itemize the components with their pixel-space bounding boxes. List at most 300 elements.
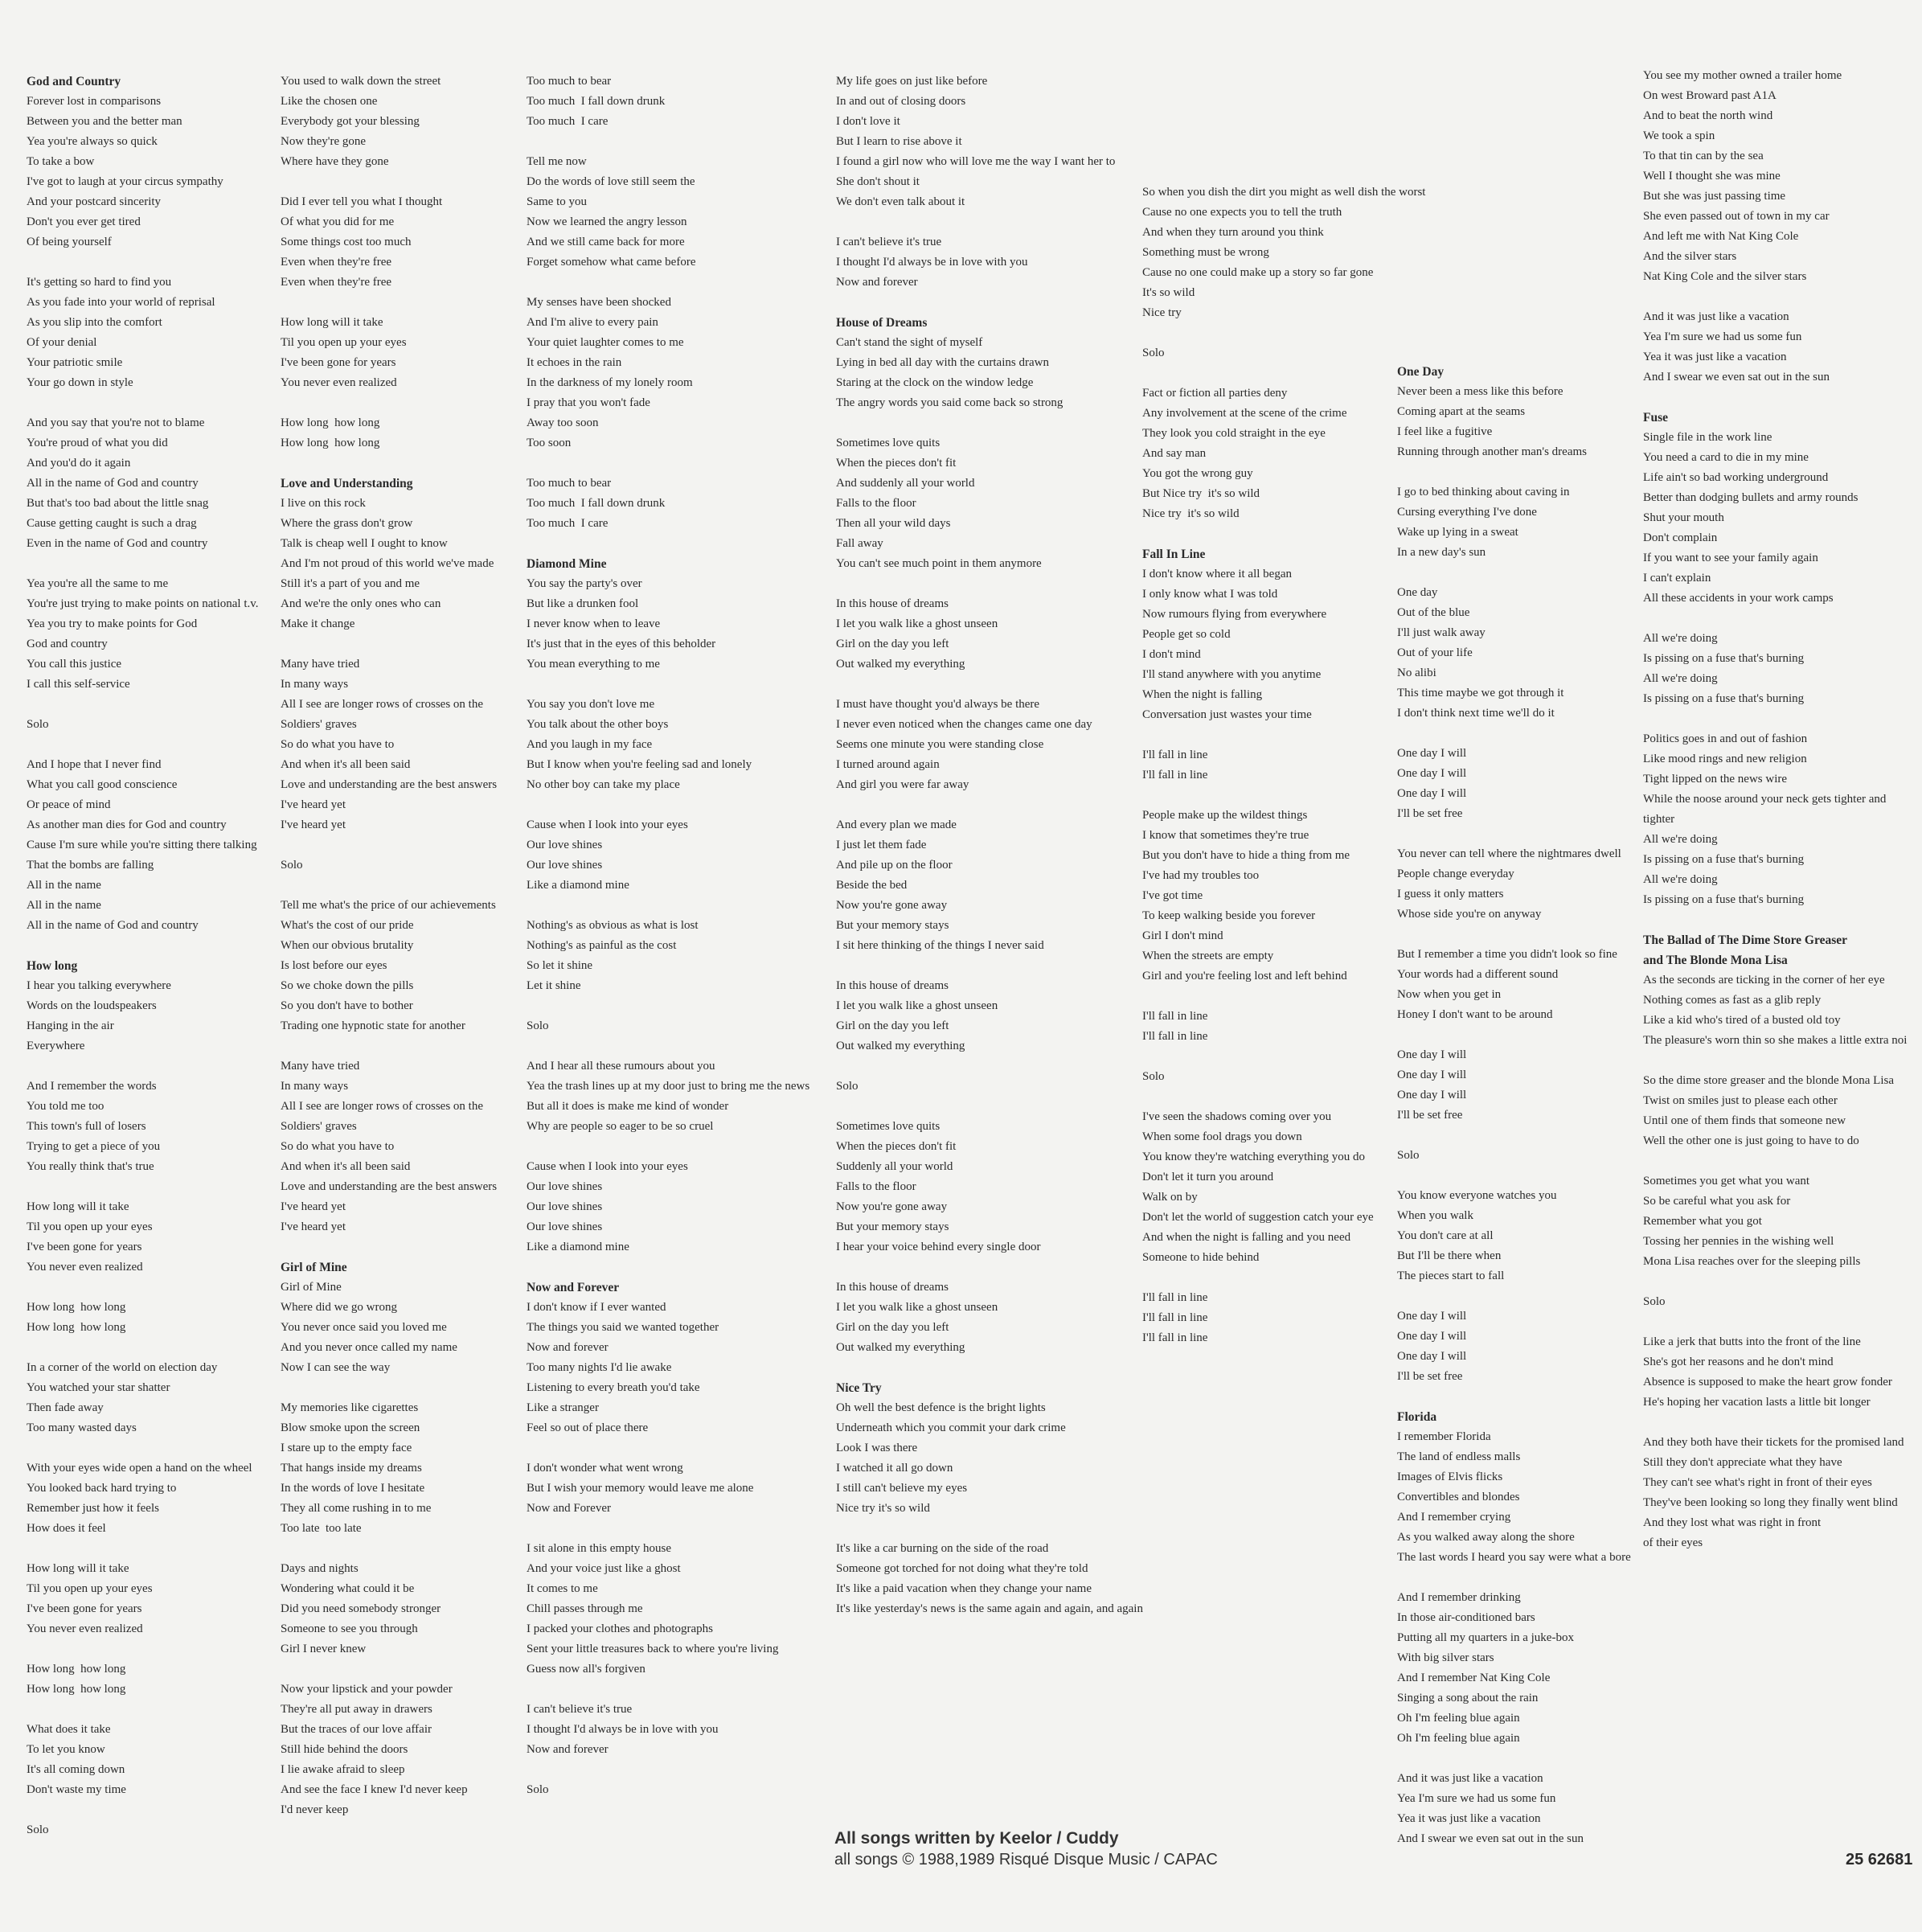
- lyric-line: Yea the trash lines up at my door just to bring me the news: [527, 1080, 810, 1093]
- lyric-line: And I'm alive to every pain: [527, 316, 658, 329]
- lyric-line: Girl of Mine: [281, 1281, 342, 1294]
- lyric-line: I turned around again: [836, 758, 940, 771]
- lyric-line: The pieces start to fall: [1397, 1270, 1505, 1282]
- lyric-line: Trading one hypnotic state for another: [281, 1019, 465, 1032]
- lyric-line: Then all your wild days: [836, 517, 951, 530]
- lyric-line: Listening to every breath you'd take: [527, 1381, 700, 1394]
- lyric-line: When the night is falling: [1142, 688, 1263, 701]
- lyric-line: Beside the bed: [836, 879, 908, 892]
- lyric-line: Tell me now: [527, 155, 587, 168]
- lyric-line: And I remember crying: [1397, 1511, 1511, 1524]
- lyric-line: of their eyes: [1643, 1536, 1703, 1549]
- song-block: [281, 474, 497, 1237]
- lyric-line: Sometimes you get what you want: [1643, 1175, 1810, 1188]
- lyric-line: Love and understanding are the best answers: [281, 778, 498, 791]
- song-block: [527, 72, 809, 534]
- song-block: [1643, 930, 1907, 1553]
- lyric-line: Too many wasted days: [27, 1421, 137, 1434]
- lyric-line: I go to bed thinking about caving in: [1397, 486, 1570, 498]
- lyric-line: Our love shines: [527, 839, 603, 851]
- lyric-stanza: [27, 1458, 259, 1539]
- lyric-line: Suddenly all your world: [836, 1160, 953, 1173]
- lyric-line: But that's too bad about the little snag: [27, 497, 209, 510]
- lyric-line: Talk is cheap well I ought to know: [281, 537, 448, 550]
- lyric-line: I don't know if I ever wanted: [527, 1301, 666, 1314]
- lyric-line: Of being yourself: [27, 236, 112, 248]
- lyric-line: You're proud of what you did: [27, 437, 168, 449]
- lyric-line: As another man dies for God and country: [27, 818, 227, 831]
- lyric-line: And the silver stars: [1643, 250, 1737, 263]
- lyric-line: Look I was there: [836, 1442, 918, 1454]
- lyric-line: I don't love it: [836, 115, 900, 128]
- lyric-line: Too much I fall down drunk: [527, 95, 666, 108]
- lyric-line: What does it take: [27, 1723, 111, 1736]
- lyric-line: Conversation just wastes your time: [1142, 708, 1312, 721]
- lyric-line: Is pissing on a fuse that's burning: [1643, 692, 1805, 705]
- lyric-line: I know that sometimes they're true: [1142, 829, 1309, 842]
- lyric-stanza: [281, 413, 497, 453]
- lyric-line: They all come rushing in to me: [281, 1502, 432, 1515]
- lyric-line: You looked back hard trying to: [27, 1482, 177, 1495]
- lyric-line: Oh I'm feeling blue again: [1397, 1732, 1520, 1745]
- lyric-line: I've heard yet: [281, 1200, 346, 1213]
- lyric-line: You used to walk down the street: [281, 75, 441, 88]
- song-title: God and Country: [27, 75, 121, 88]
- lyric-line: And you'd do it again: [27, 457, 131, 470]
- lyric-line: I've got to laugh at your circus sympathy: [27, 175, 223, 188]
- lyric-line: What's the cost of our pride: [281, 919, 414, 932]
- lyric-stanza: [1643, 1171, 1907, 1272]
- lyric-line: To keep walking beside you forever: [1142, 909, 1316, 922]
- lyric-line: Staring at the clock on the window ledge: [836, 376, 1034, 389]
- lyric-line: People make up the wildest things: [1142, 809, 1308, 822]
- lyric-stanza: [836, 433, 1143, 574]
- lyric-line: Wake up lying in a sweat: [1397, 526, 1518, 539]
- lyric-line: They look you cold straight in the eye: [1142, 427, 1326, 440]
- lyric-line: The land of endless malls: [1397, 1450, 1521, 1463]
- lyric-stanza: [281, 72, 497, 172]
- song-title: Girl of Mine: [281, 1261, 347, 1274]
- lyric-line: Where did we go wrong: [281, 1301, 397, 1314]
- lyric-stanza: [527, 1298, 809, 1438]
- lyric-line: But I learn to rise above it: [836, 135, 962, 148]
- lyric-line: Now your lipstick and your powder: [281, 1683, 453, 1696]
- lyric-line: I'll fall in line: [1142, 769, 1208, 781]
- lyric-line: Cause when I look into your eyes: [527, 818, 688, 831]
- lyric-line: Everybody got your blessing: [281, 115, 420, 128]
- lyric-line: I hear you talking everywhere: [27, 979, 171, 992]
- lyric-line: I call this self-service: [27, 678, 130, 691]
- lyric-line: How long will it take: [281, 316, 383, 329]
- lyric-line: To that tin can by the sea: [1643, 150, 1764, 162]
- lyric-line: One day I will: [1397, 1048, 1467, 1061]
- lyric-line: So do what you have to: [281, 738, 395, 751]
- lyric-line: And we're the only ones who can: [281, 597, 441, 610]
- lyric-line: Between you and the better man: [27, 115, 182, 128]
- lyric-line: Solo: [836, 1080, 859, 1093]
- lyric-line: Still it's a part of you and me: [281, 577, 420, 590]
- lyric-stanza: [27, 1659, 259, 1700]
- lyric-stanza: [836, 1278, 1143, 1358]
- lyric-line: I'll be set free: [1397, 1109, 1463, 1122]
- lyric-line: Your quiet laughter comes to me: [527, 336, 684, 349]
- lyric-line: She don't shout it: [836, 175, 920, 188]
- lyric-line: And your voice just like a ghost: [527, 1562, 681, 1575]
- lyric-line: Out walked my everything: [836, 1040, 965, 1052]
- lyric-line: One day I will: [1397, 1069, 1467, 1081]
- lyric-line: The things you said we wanted together: [527, 1321, 719, 1334]
- lyric-stanza: [1142, 183, 1425, 323]
- song-title: How long: [27, 959, 78, 973]
- lyric-line: That the bombs are falling: [27, 859, 154, 872]
- lyric-line: Words on the loudspeakers: [27, 999, 157, 1012]
- lyric-stanza: [836, 1539, 1143, 1619]
- lyric-stanza: [27, 1820, 259, 1840]
- lyric-line: Even in the name of God and country: [27, 537, 208, 550]
- lyric-line: Solo: [527, 1783, 549, 1796]
- lyric-line: It's getting so hard to find you: [27, 276, 172, 289]
- lyric-stanza: [1397, 945, 1631, 1025]
- lyric-stanza: [1397, 482, 1631, 563]
- lyric-line: Solo: [27, 718, 49, 731]
- lyric-line: I've heard yet: [281, 1220, 346, 1233]
- lyric-line: Someone to hide behind: [1142, 1251, 1260, 1264]
- lyric-line: Now you're gone away: [836, 1200, 948, 1213]
- lyric-line: I'll fall in line: [1142, 749, 1208, 761]
- lyric-line: Solo: [281, 859, 303, 872]
- lyric-line: Now rumours flying from everywhere: [1142, 608, 1327, 621]
- lyric-line: So be careful what you ask for: [1643, 1195, 1791, 1208]
- lyric-line: But I remember a time you didn't look so fine: [1397, 948, 1617, 961]
- lyric-line: All in the name: [27, 879, 101, 892]
- lyric-line: Now when you get in: [1397, 988, 1502, 1001]
- lyric-stanza: [27, 574, 259, 695]
- lyric-line: I found a girl now who will love me the way I want her to: [836, 155, 1116, 168]
- lyric-line: And when they turn around you think: [1142, 226, 1324, 239]
- lyric-stanza: [836, 1077, 1143, 1097]
- lyric-line: When you walk: [1397, 1209, 1473, 1222]
- lyric-line: And girl you were far away: [836, 778, 969, 791]
- lyric-line: I'll be set free: [1397, 1370, 1463, 1383]
- lyric-stanza: [281, 1559, 497, 1659]
- lyric-line: Til you open up your eyes: [281, 336, 407, 349]
- lyric-line: I'll fall in line: [1142, 1030, 1208, 1043]
- lyric-line: Nat King Cole and the silver stars: [1643, 270, 1807, 283]
- lyric-line: I lie awake afraid to sleep: [281, 1763, 405, 1776]
- lyric-line: Your patriotic smile: [27, 356, 123, 369]
- lyric-line: You never can tell where the nightmares dwell: [1397, 847, 1621, 860]
- lyric-line: Like mood rings and new religion: [1643, 753, 1807, 765]
- lyric-line: The last words I heard you say were what a bore: [1397, 1551, 1631, 1564]
- lyric-line: Nothing's as painful as the cost: [527, 939, 677, 952]
- lyric-line: I watched it all go down: [836, 1462, 953, 1475]
- lyric-stanza: [1142, 806, 1425, 987]
- lyrics-column-6: [1397, 362, 1631, 1869]
- lyric-line: Politics goes in and out of fashion: [1643, 732, 1808, 745]
- lyric-line: Blow smoke upon the screen: [281, 1421, 420, 1434]
- lyric-line: And you say that you're not to blame: [27, 416, 205, 429]
- lyric-line: Girl and you're feeling lost and left behind: [1142, 970, 1347, 982]
- lyric-line: Yea it was just like a vacation: [1397, 1812, 1541, 1825]
- lyric-line: You told me too: [27, 1100, 105, 1113]
- lyric-line: Our love shines: [527, 1180, 603, 1193]
- lyric-line: In many ways: [281, 678, 349, 691]
- lyric-line: Now they're gone: [281, 135, 367, 148]
- lyric-line: I've heard yet: [281, 818, 346, 831]
- lyric-line: So do what you have to: [281, 1140, 395, 1153]
- lyric-line: And I swear we even sat out in the sun: [1643, 371, 1830, 384]
- lyric-line: Honey I don't want to be around: [1397, 1008, 1553, 1021]
- lyric-stanza: [1397, 1306, 1631, 1387]
- lyric-stanza: [27, 715, 259, 735]
- lyric-stanza: [281, 654, 497, 835]
- lyric-stanza: [1397, 382, 1631, 462]
- lyric-stanza: [281, 494, 497, 634]
- song-title: Now and Forever: [527, 1281, 620, 1294]
- lyric-line: I remember Florida: [1397, 1430, 1491, 1443]
- lyric-line: I'll just walk away: [1397, 626, 1486, 639]
- lyric-line: She even passed out of town in my car: [1643, 210, 1830, 223]
- lyric-stanza: [281, 1398, 497, 1539]
- lyric-line: Trying to get a piece of you: [27, 1140, 161, 1153]
- lyric-line: I'll fall in line: [1142, 1291, 1208, 1304]
- lyric-stanza: [1643, 1433, 1907, 1553]
- lyric-line: Girl I never knew: [281, 1643, 367, 1655]
- lyric-line: I'll stand anywhere with you anytime: [1142, 668, 1322, 681]
- lyric-line: Same to you: [527, 195, 587, 208]
- lyric-line: Then fade away: [27, 1401, 104, 1414]
- lyric-line: Solo: [1643, 1295, 1666, 1308]
- lyric-line: Still hide behind the doors: [281, 1743, 408, 1756]
- lyric-line: I'll fall in line: [1142, 1311, 1208, 1324]
- lyric-line: Nice try it's so wild: [836, 1502, 930, 1515]
- lyric-line: You never even realized: [27, 1622, 143, 1635]
- lyric-line: You know everyone watches you: [1397, 1189, 1557, 1202]
- lyric-line: When the streets are empty: [1142, 950, 1274, 962]
- song-block: [1397, 1407, 1631, 1849]
- lyrics-column-5: [1142, 183, 1425, 1368]
- lyric-line: I've heard yet: [281, 798, 346, 811]
- lyric-line: Yea you try to make points for God: [27, 617, 198, 630]
- lyric-line: I never even noticed when the changes came one day: [836, 718, 1092, 731]
- lyric-line: And we still came back for more: [527, 236, 685, 248]
- lyric-line: And when the night is falling and you need: [1142, 1231, 1351, 1244]
- lyric-stanza: [527, 1056, 809, 1137]
- lyric-line: Out walked my everything: [836, 1341, 965, 1354]
- lyric-line: Too soon: [527, 437, 572, 449]
- lyric-stanza: [836, 695, 1143, 795]
- lyric-line: In this house of dreams: [836, 979, 949, 992]
- lyric-line: I stare up to the empty face: [281, 1442, 412, 1454]
- lyric-line: So let it shine: [527, 959, 593, 972]
- lyric-line: Or peace of mind: [27, 798, 111, 811]
- lyric-stanza: [527, 574, 809, 675]
- lyric-line: Cause getting caught is such a drag: [27, 517, 197, 530]
- lyric-line: Is lost before our eyes: [281, 959, 387, 972]
- lyric-line: You mean everything to me: [527, 658, 660, 671]
- lyric-stanza: [1397, 1146, 1631, 1166]
- lyric-line: Is pissing on a fuse that's burning: [1643, 652, 1805, 665]
- lyric-line: Yea I'm sure we had us some fun: [1643, 330, 1802, 343]
- lyric-line: While the noose around your neck gets tighter and: [1643, 793, 1887, 806]
- lyric-line: Forever lost in comparisons: [27, 95, 162, 108]
- lyric-line: All in the name: [27, 899, 101, 912]
- lyric-stanza: [1643, 1292, 1907, 1312]
- lyric-line: Until one of them finds that someone new: [1643, 1114, 1846, 1127]
- lyric-line: Now you're gone away: [836, 899, 948, 912]
- lyric-line: Some things cost too much: [281, 236, 412, 248]
- lyric-line: Don't complain: [1643, 531, 1718, 544]
- lyric-line: All we're doing: [1643, 672, 1718, 685]
- lyric-line: And it was just like a vacation: [1643, 310, 1789, 323]
- lyric-line: Away too soon: [527, 416, 599, 429]
- lyric-stanza: [27, 1298, 259, 1338]
- lyric-line: Cause no one could make up a story so far gone: [1142, 266, 1374, 279]
- song-block: [527, 554, 809, 1257]
- song-block: [27, 72, 259, 936]
- lyric-stanza: [1397, 1769, 1631, 1849]
- lyric-line: In the darkness of my lonely room: [527, 376, 693, 389]
- lyric-stanza: [1142, 1067, 1425, 1087]
- lyric-stanza: [836, 72, 1143, 212]
- lyrics-column-4: [836, 72, 1143, 1639]
- lyric-line: But I wish your memory would leave me alone: [527, 1482, 754, 1495]
- lyric-line: tighter: [1643, 813, 1675, 826]
- lyric-line: And you never once called my name: [281, 1341, 457, 1354]
- lyric-line: People change everyday: [1397, 868, 1514, 880]
- lyric-line: My memories like cigarettes: [281, 1401, 419, 1414]
- lyric-stanza: [27, 1077, 259, 1177]
- lyric-line: Any involvement at the scene of the crime: [1142, 407, 1347, 420]
- lyric-line: Cursing everything I've done: [1397, 506, 1537, 519]
- lyric-line: Too late too late: [281, 1522, 362, 1535]
- lyrics-column-1: [27, 72, 259, 1860]
- lyric-line: And suddenly all your world: [836, 477, 975, 490]
- lyric-line: I only know what I was told: [1142, 588, 1278, 601]
- lyric-line: Something must be wrong: [1142, 246, 1269, 259]
- lyric-line: One day I will: [1397, 1330, 1467, 1343]
- song-block: [1142, 183, 1425, 524]
- lyric-line: Someone to see you through: [281, 1622, 418, 1635]
- lyric-line: Don't waste my time: [27, 1783, 126, 1796]
- lyric-line: All in the name of God and country: [27, 477, 199, 490]
- lyric-line: And when it's all been said: [281, 758, 411, 771]
- lyric-line: But Nice try it's so wild: [1142, 487, 1260, 500]
- lyric-line: I can't explain: [1643, 572, 1711, 585]
- lyric-line: Do the words of love still seem the: [527, 175, 695, 188]
- lyric-line: Too much to bear: [527, 477, 612, 490]
- lyric-line: How long how long: [27, 1321, 126, 1334]
- lyric-line: As you walked away along the shore: [1397, 1531, 1575, 1544]
- lyric-line: Now and forever: [527, 1341, 609, 1354]
- lyric-line: So you don't have to bother: [281, 999, 413, 1012]
- credits-writers: All songs written by Keelor / Cuddy: [834, 1829, 1119, 1848]
- lyric-line: How long how long: [27, 1301, 126, 1314]
- song-title: One Day: [1397, 365, 1445, 379]
- lyric-line: We took a spin: [1643, 129, 1715, 142]
- lyric-line: How does it feel: [27, 1522, 106, 1535]
- lyric-line: It's all coming down: [27, 1763, 125, 1776]
- lyric-line: No alibi: [1397, 667, 1436, 679]
- lyric-line: Solo: [1142, 347, 1165, 359]
- lyric-line: One day I will: [1397, 787, 1467, 800]
- lyric-line: Where have they gone: [281, 155, 389, 168]
- lyric-stanza: [281, 1278, 497, 1378]
- lyric-line: Tossing her pennies in the wishing well: [1643, 1235, 1834, 1248]
- lyric-stanza: [836, 976, 1143, 1056]
- lyric-stanza: [281, 1680, 497, 1820]
- lyric-line: Well the other one is just going to have to do: [1643, 1134, 1859, 1147]
- lyric-line: Oh well the best defence is the bright lights: [836, 1401, 1046, 1414]
- lyric-line: They're all put away in drawers: [281, 1703, 432, 1716]
- lyric-stanza: [1142, 1288, 1425, 1348]
- lyric-line: Nothing comes as fast as a glib reply: [1643, 994, 1822, 1007]
- lyric-stanza: [1397, 1186, 1631, 1286]
- lyric-line: He's hoping her vacation lasts a little bit longer: [1643, 1396, 1871, 1409]
- song-block: [281, 72, 497, 453]
- lyric-line: Sometimes love quits: [836, 1120, 941, 1133]
- lyric-stanza: [1142, 343, 1425, 363]
- lyric-line: Fall away: [836, 537, 883, 550]
- lyric-line: Let it shine: [527, 979, 581, 992]
- lyric-line: Nothing's as obvious as what is lost: [527, 919, 699, 932]
- lyric-line: Can't stand the sight of myself: [836, 336, 983, 349]
- song-block: [836, 72, 1143, 293]
- song-title: House of Dreams: [836, 316, 928, 330]
- lyric-line: My life goes on just like before: [836, 75, 988, 88]
- lyric-stanza: [1142, 384, 1425, 524]
- song-block: [27, 956, 259, 1840]
- lyric-line: I let you walk like a ghost unseen: [836, 999, 998, 1012]
- lyric-line: So when you dish the dirt you might as well dish the worst: [1142, 186, 1426, 199]
- lyric-line: And you laugh in my face: [527, 738, 653, 751]
- lyric-line: I've got time: [1142, 889, 1203, 902]
- lyric-line: Of what you did for me: [281, 215, 395, 228]
- lyric-stanza: [527, 1780, 809, 1800]
- lyric-line: And they lost what was right in front: [1643, 1516, 1822, 1529]
- lyric-line: As you slip into the comfort: [27, 316, 162, 329]
- lyric-line: God and country: [27, 638, 108, 650]
- lyric-line: You talk about the other boys: [527, 718, 669, 731]
- lyric-line: Too much I fall down drunk: [527, 497, 666, 510]
- lyric-line: Lying in bed all day with the curtains drawn: [836, 356, 1049, 369]
- song-block: [281, 1257, 497, 1820]
- lyric-line: With your eyes wide open a hand on the wheel: [27, 1462, 252, 1475]
- lyric-stanza: [527, 695, 809, 795]
- lyric-line: You know they're watching everything you do: [1142, 1151, 1365, 1163]
- lyric-line: Now and forever: [836, 276, 918, 289]
- lyric-line: I'll fall in line: [1142, 1331, 1208, 1344]
- lyric-line: Like a stranger: [527, 1401, 599, 1414]
- lyric-stanza: [527, 474, 809, 534]
- lyric-stanza: [27, 413, 259, 554]
- lyric-line: But your memory stays: [836, 919, 949, 932]
- lyric-line: And your postcard sincerity: [27, 195, 162, 208]
- lyric-stanza: [527, 815, 809, 896]
- lyric-line: Never been a mess like this before: [1397, 385, 1563, 398]
- lyric-line: One day I will: [1397, 767, 1467, 780]
- lyric-line: And I remember the words: [27, 1080, 157, 1093]
- lyric-line: Coming apart at the seams: [1397, 405, 1526, 418]
- lyric-line: Like the chosen one: [281, 95, 378, 108]
- lyric-line: Well I thought she was mine: [1643, 170, 1781, 183]
- lyric-stanza: [1142, 1007, 1425, 1047]
- lyric-line: Cause when I look into your eyes: [527, 1160, 688, 1173]
- lyric-line: I hear your voice behind every single door: [836, 1241, 1041, 1253]
- lyric-stanza: [281, 313, 497, 393]
- lyric-stanza: [1142, 564, 1425, 725]
- lyric-line: So the dime store greaser and the blonde Mona Lisa: [1643, 1074, 1894, 1087]
